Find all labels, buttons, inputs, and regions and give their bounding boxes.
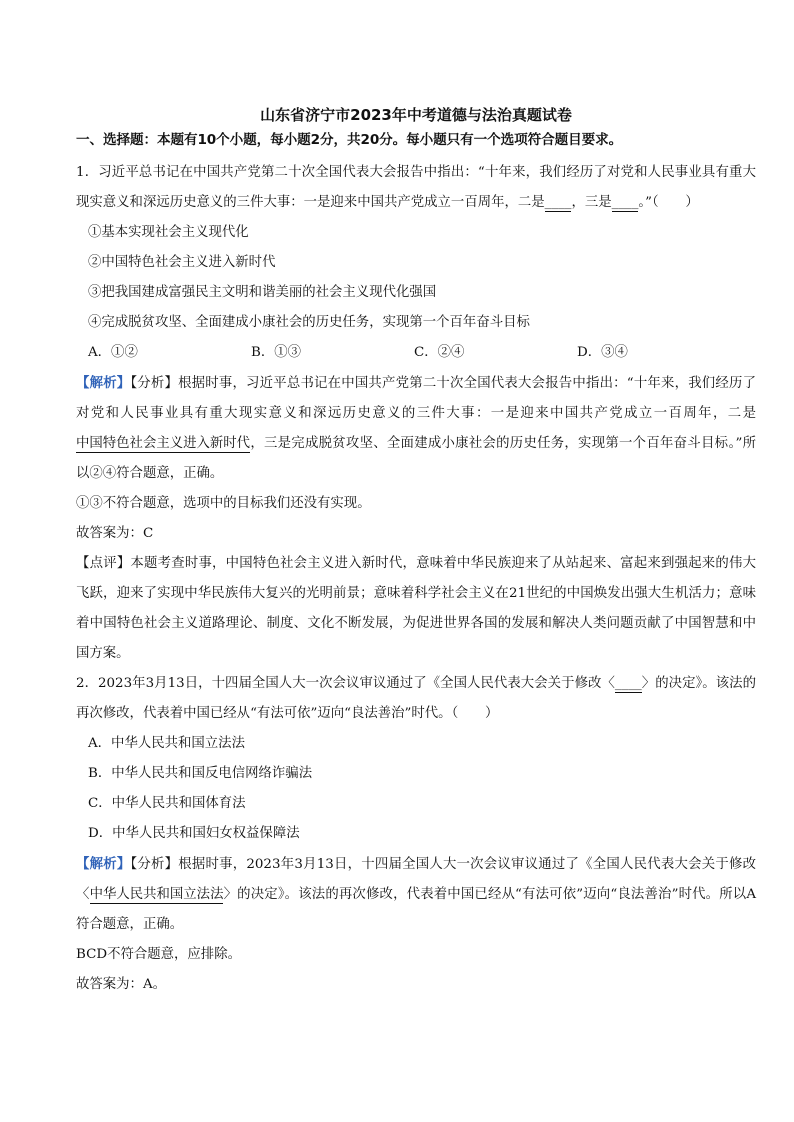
question-1-analysis-2: ①③不符合题意，选项中的目标我们还没有实现。 [76,496,371,511]
question-1-answer: 故答案为：C [76,526,154,541]
option-b: B．中华人民共和国反电信网络诈骗法 [88,766,313,781]
question-1-comment: 【点评】本题考查时事，中国特色社会主义进入新时代，意味着中华民族迎来了从站起来、富起来到强起来的伟大飞跃，迎来了实现中华民族伟大复兴的光明前景；意味着科学社会主义在21世纪的中国焕发出强大生机活力；意味着中国特色社会主义道路理论、制度、文化不断发展，为促进世界各国的发展和解决人类问题贡献了中国智慧和中国方案。 [76,556,756,661]
question-2-analysis-2: BCD不符合题意，应排除。 [76,947,241,962]
question-1-options [76,338,756,368]
answer-blank: ____ [614,676,642,691]
option-c: C．②④ [414,345,465,360]
question-2-answer: 故答案为：A。 [76,977,167,992]
question-2-analysis: 【解析】【分析】根据时事，2023年3月13日，十四届全国人大一次会议审议通过了《全国人民代表大会关于修改〈中华人民共和国立法法〉的决定》。该法的再次修改，代表着中国已经从“有法可依”迈向“良法善治”时代。所以A符合题意，正确。 [76,856,757,932]
page-title: 山东省济宁市2023年中考道德与法治真题试卷 [260,106,572,124]
option-b: B．①③ [251,345,302,360]
analysis-tag: 【解析】 [76,856,131,872]
filled-answer: 中华人民共和国立法法 [89,887,224,902]
option-a: A．①② [88,345,138,360]
question-2 [76,669,756,1000]
question-1 [76,158,756,669]
section-heading: 一、选择题：本题有10个小题，每小题2分，共20分。每小题只有一个选项符合题目要求。 [76,132,623,148]
question-1-stem: 1．习近平总书记在中国共产党第二十次全国代表大会报告中指出：“十年来，我们经历了对党和人民事业具有重大现实意义和深远历史意义的三件大事：一是迎来中国共产党成立一百周年，二是____，三是____。”（ ） [76,165,756,210]
question-1-item: ②中国特色社会主义进入新时代 [88,255,276,270]
answer-blank: ____ [611,195,639,210]
filled-answer: 中国特色社会主义进入新时代 [76,436,251,451]
exam-page [76,104,756,1000]
question-1-item: ③把我国建成富强民主文明和谐美丽的社会主义现代化强国 [88,285,437,300]
analysis-tag: 【解析】 [76,375,131,391]
option-a: A．中华人民共和国立法法 [88,736,245,751]
option-d: D．③④ [577,345,628,360]
answer-blank: ____ [544,195,572,210]
option-c: C．中华人民共和国体育法 [88,796,246,811]
question-1-analysis: 【解析】【分析】根据时事，习近平总书记在中国共产党第二十次全国代表大会报告中指出：“十年来，我们经历了对党和人民事业具有重大现实意义和深远历史意义的三件大事：一是迎来中国共产党成立一百周年，二是中国特色社会主义进入新时代，三是完成脱贫攻坚、全面建成小康社会的历史任务，实现第一个百年奋斗目标。”所以②④符合题意，正确。 [76,375,757,481]
question-2-stem: 2．2023年3月13日，十四届全国人大一次会议审议通过了《全国人民代表大会关于修改〈____〉的决定》。该法的再次修改，代表着中国已经从“有法可依”迈向“良法善治”时代。（ ） [76,676,756,721]
option-d: D．中华人民共和国妇女权益保障法 [88,826,300,841]
question-1-item: ④完成脱贫攻坚、全面建成小康社会的历史任务，实现第一个百年奋斗目标 [88,315,530,330]
question-1-item: ①基本实现社会主义现代化 [88,225,249,240]
